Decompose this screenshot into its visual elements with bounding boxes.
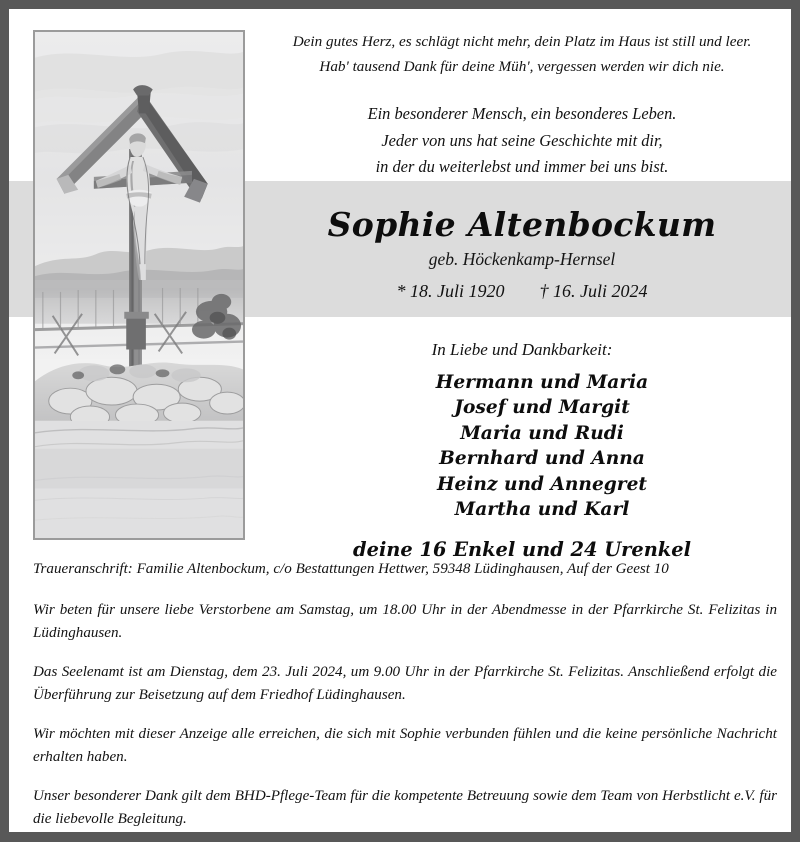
verse-line: in der du weiterlebst und immer bei uns bist. — [375, 156, 669, 176]
verse-stanza-1 — [253, 30, 791, 79]
birth-date: * 18. Juli 1920 — [396, 280, 505, 301]
crucifix-illustration — [33, 30, 245, 540]
service-paragraph: Wir beten für unsere liebe Verstorbene am Samstag, um 18.00 Uhr in der Abendmesse in der Pfarrkirche St. Felizitas in Lüdinghausen. — [33, 601, 777, 641]
list-item: Heinz und Annegret — [436, 473, 648, 495]
footer-notices — [33, 558, 777, 830]
life-dates — [253, 281, 791, 302]
mourners-list — [253, 370, 791, 522]
verse-stanza-2 — [253, 101, 791, 180]
requiem-paragraph: Das Seelenamt ist am Dienstag, dem 23. Juli 2024, um 9.00 Uhr in der Pfarrkirche St. Felizitas. Anschließend erfolgt die Überführung zur Beisetzung auf dem Friedhof Lüdinghausen. — [33, 663, 777, 703]
deceased-name-block — [253, 200, 791, 318]
mourning-heading: In Liebe und Dankbarkeit: — [431, 340, 613, 359]
deceased-maiden-name: geb. Höckenkamp-Hernsel — [428, 248, 616, 269]
list-item: Josef und Margit — [454, 397, 630, 419]
list-item: Maria und Rudi — [460, 422, 624, 444]
deceased-name: Sophie Altenbockum — [327, 205, 717, 244]
verse-line: Dein gutes Herz, es schlägt nicht mehr, dein Platz im Haus ist still und leer. — [292, 33, 752, 50]
notice-content — [9, 9, 791, 832]
text-column — [253, 30, 791, 561]
list-item: Hermann und Maria — [435, 372, 649, 393]
announcement-paragraph: Wir möchten mit dieser Anzeige alle erreichen, die sich mit Sophie verbunden fühlen und die keine persönliche Nachricht erhalten haben. — [33, 725, 777, 765]
crucifix-illustration-artwork — [35, 32, 243, 538]
verse-line: Jeder von uns hat seine Geschichte mit dir, — [381, 130, 663, 150]
list-item: Bernhard und Anna — [439, 448, 645, 470]
mourning-address: Traueranschrift: Familie Altenbockum, c/o Bestattungen Hettwer, 59348 Lüdinghausen, Auf der Geest 10 — [33, 561, 669, 577]
verse-line: Hab' tausend Dank für deine Müh', vergessen werden wir dich nie. — [319, 57, 725, 75]
death-date: † 16. Juli 2024 — [539, 280, 648, 301]
list-item: Martha und Karl — [454, 498, 630, 520]
descendants-line: deine 16 Enkel und 24 Urenkel — [353, 538, 691, 562]
thanks-paragraph: Unser besonderer Dank gilt dem BHD-Pflege-Team für die kompetente Betreuung sowie dem Team von Herbstlicht e.V. für die liebevolle Begleitung. — [33, 787, 777, 827]
verse-line: Ein besonderer Mensch, ein besonderes Leben. — [367, 104, 677, 124]
